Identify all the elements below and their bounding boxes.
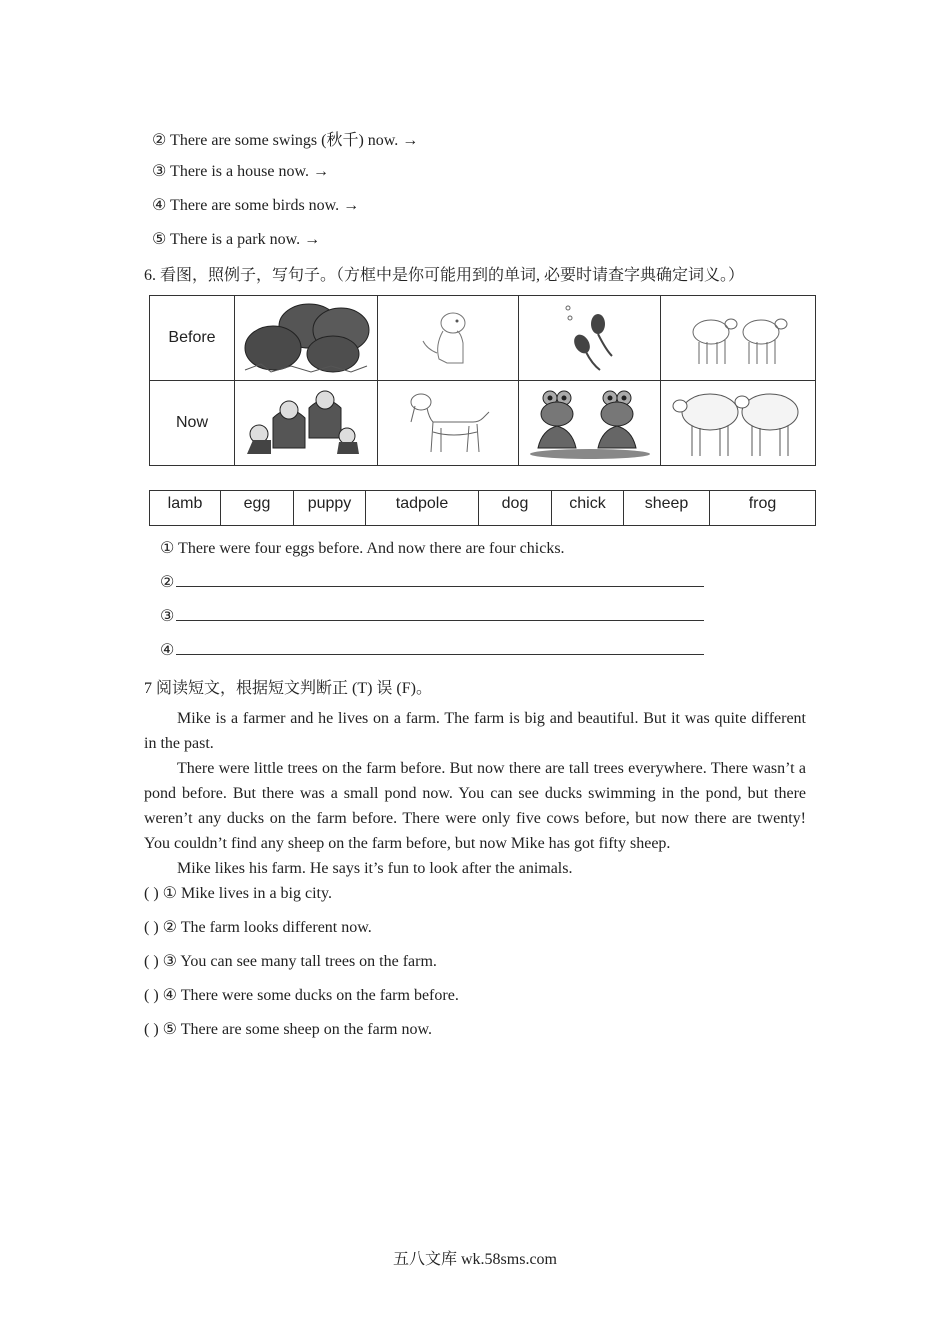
before-now-picture-table [149, 295, 816, 466]
answer-number: ④ [160, 642, 175, 659]
answer-number: ③ [160, 608, 175, 625]
s6-answer-line-2 [160, 572, 704, 592]
answer-blank[interactable] [176, 572, 704, 587]
puppy-picture [378, 296, 519, 381]
word-frog: frog [710, 491, 816, 526]
tf-statement-5: ( ) ⑤ There are some sheep on the farm now. [144, 1021, 433, 1038]
sheep-picture [661, 381, 816, 466]
s5-item-3: ③ There is a house now. → [152, 163, 329, 180]
s5-item-5: ⑤ There is a park now. → [152, 231, 321, 248]
before-label: Before [150, 296, 235, 381]
s6-example-sentence: ① There were four eggs before. And now there are four chicks. [160, 540, 565, 557]
word-chick: chick [552, 491, 624, 526]
answer-number: ② [160, 574, 175, 591]
word-puppy: puppy [294, 491, 366, 526]
s7-heading: 7 阅读短文，根据短文判断正 (T) 误 (F)。 [144, 680, 432, 697]
word-bank [149, 490, 816, 526]
tf-statement-2: ( ) ② The farm looks different now. [144, 919, 372, 936]
reading-passage [144, 706, 806, 881]
chicks-picture [235, 381, 378, 466]
eggs-picture [235, 296, 378, 381]
answer-blank[interactable] [176, 640, 704, 655]
word-dog: dog [479, 491, 552, 526]
tf-statement-3: ( ) ③ You can see many tall trees on the farm. [144, 953, 437, 970]
word-lamb: lamb [150, 491, 221, 526]
answer-blank[interactable] [176, 606, 704, 621]
before-row [150, 296, 816, 381]
passage-paragraph: Mike is a farmer and he lives on a farm. The farm is big and beautiful. But it was quite different in the past. [144, 710, 806, 752]
passage-paragraph: Mike likes his farm. He says it’s fun to look after the animals. [177, 860, 573, 877]
tadpoles-picture [519, 296, 661, 381]
now-label: Now [150, 381, 235, 466]
s5-item-2: ② There are some swings (秋千) now. → [152, 132, 419, 149]
page-footer: 五八文库 wk.58sms.com [392, 1251, 557, 1268]
s6-answer-line-3 [160, 606, 704, 626]
tf-statement-1: ( ) ① Mike lives in a big city. [144, 885, 332, 902]
s6-heading: 6. 看图，照例子，写句子。（方框中是你可能用到的单词, 必要时请查字典确定词义。） [144, 267, 745, 284]
lambs-picture [661, 296, 816, 381]
frogs-picture [519, 381, 661, 466]
s5-item-4: ④ There are some birds now. → [152, 197, 360, 214]
s6-answer-line-4 [160, 640, 704, 660]
word-tadpole: tadpole [366, 491, 479, 526]
passage-paragraph: There were little trees on the farm before. But now there are tall trees everywhere. There wasn’t a pond before. But there was a small pond now. You can see ducks swimming in the pond, but there weren’t any ducks on the farm before. There were only five cows before, but now there are twenty! You couldn’t find any sheep on the farm before, but now Mike has got fifty sheep. [144, 760, 806, 852]
now-row [150, 381, 816, 466]
word-egg: egg [221, 491, 294, 526]
tf-statement-4: ( ) ④ There were some ducks on the farm before. [144, 987, 459, 1004]
word-sheep: sheep [624, 491, 710, 526]
dog-picture [378, 381, 519, 466]
